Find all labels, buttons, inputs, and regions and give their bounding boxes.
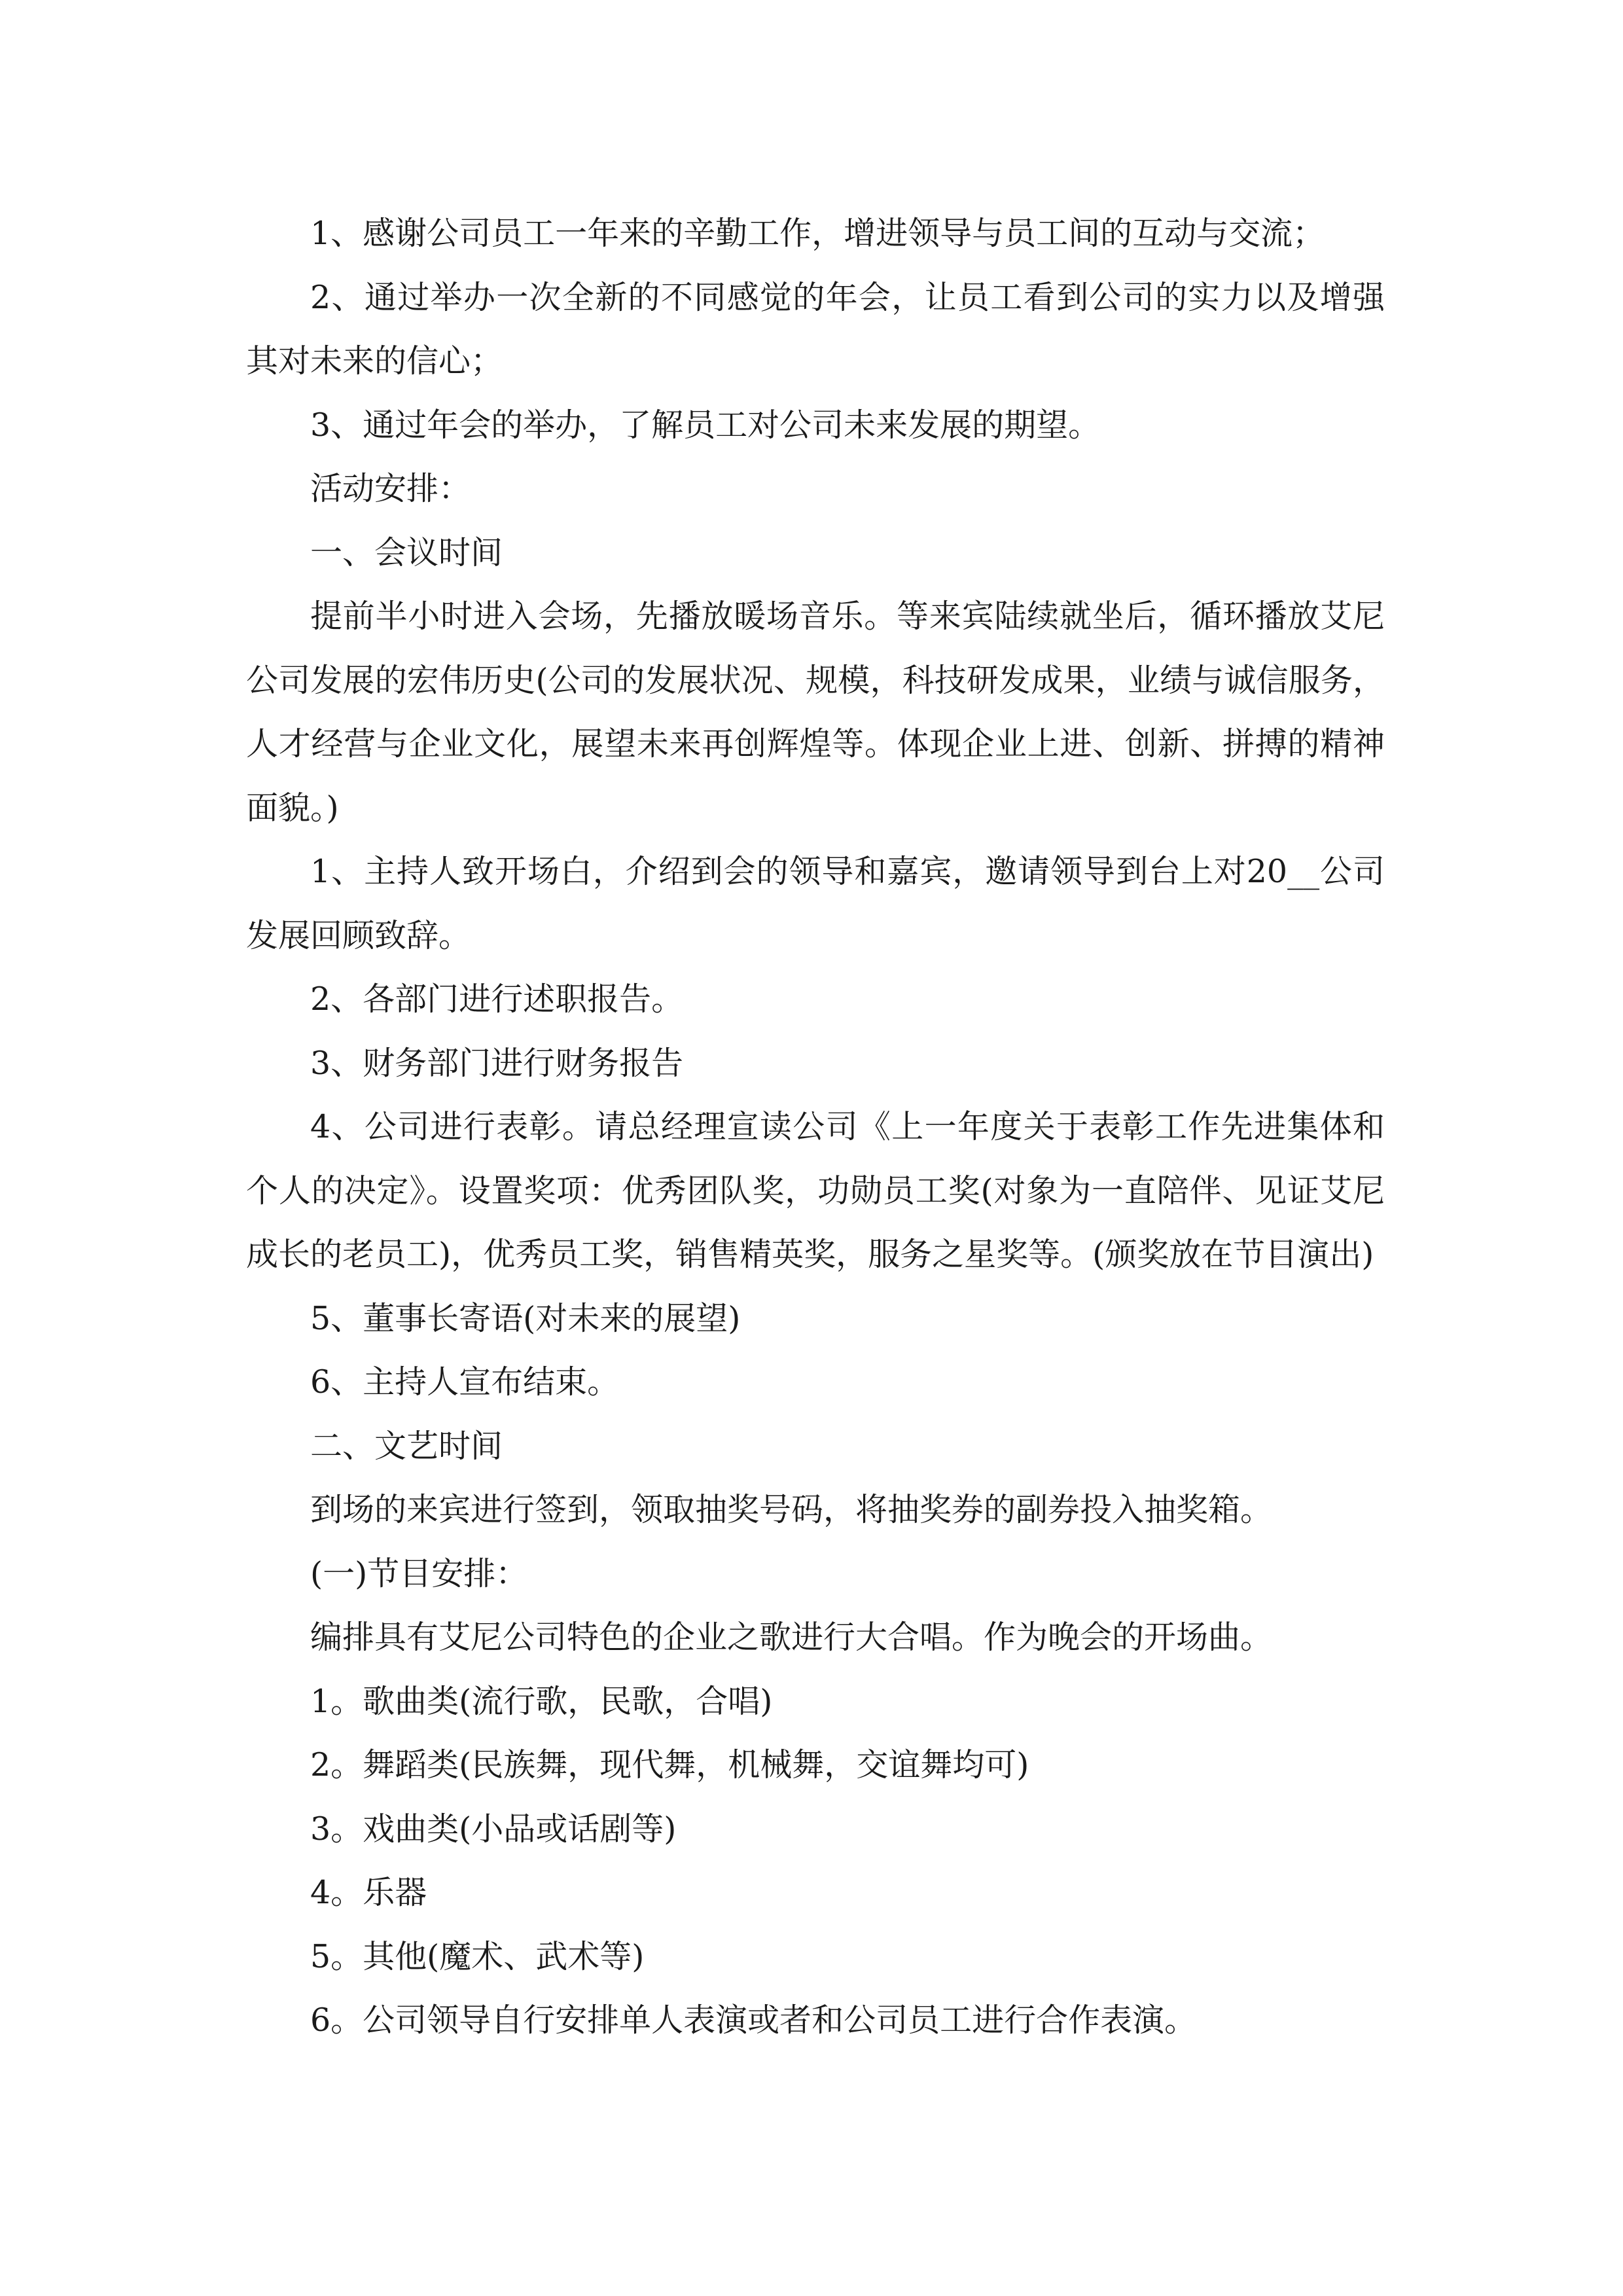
section-heading-art: 二、文艺时间 [310, 1427, 503, 1465]
paragraph-goal-1: 1、感谢公司员工一年来的辛勤工作，增进领导与员工间的互动与交流； [310, 215, 1325, 252]
paragraph-meeting-item-5: 5、董事长寄语(对未来的展望) [310, 1299, 741, 1337]
paragraph-goal-3: 3、通过年会的举办，了解员工对公司未来发展的期望。 [310, 406, 1101, 444]
section-heading-meeting: 一、会议时间 [310, 533, 503, 571]
paragraph-program-item-4: 4。乐器 [310, 1874, 427, 1911]
paragraph-goal-2: 2、通过举办一次全新的不同感觉的年会，让员工看到公司的实力以及增强其对未来的信心； [246, 278, 1385, 380]
paragraph-program-item-5: 5。其他(魔术、武术等) [310, 1937, 645, 1975]
paragraph-program-item-1: 1。歌曲类(流行歌，民歌，合唱) [310, 1682, 773, 1720]
paragraph-meeting-item-1: 1、主持人致开场白，介绍到会的领导和嘉宾，邀请领导到台上对20__公司发展回顾致辞。 [246, 853, 1385, 954]
paragraph-meeting-intro: 提前半小时进入会场，先播放暖场音乐。等来宾陆续就坐后，循环播放艾尼公司发展的宏伟历史(公司的发展状况、规模，科技研发成果，业绩与诚信服务，人才经营与企业文化，展望未来再创辉煌等。体现企业上进、创新、拼搏的精神面貌。) [246, 598, 1385, 827]
paragraph-art-intro: 到场的来宾进行签到，领取抽奖号码，将抽奖券的副券投入抽奖箱。 [310, 1491, 1273, 1528]
paragraph-program-item-2: 2。舞蹈类(民族舞，现代舞，机械舞，交谊舞均可) [310, 1746, 1029, 1784]
paragraph-meeting-item-2: 2、各部门进行述职报告。 [310, 980, 684, 1018]
paragraph-meeting-item-6: 6、主持人宣布结束。 [310, 1363, 620, 1401]
paragraph-program-item-6: 6。公司领导自行安排单人表演或者和公司员工进行合作表演。 [310, 2001, 1197, 2039]
document-body [246, 202, 1385, 2053]
paragraph-program-intro: 编排具有艾尼公司特色的企业之歌进行大合唱。作为晚会的开场曲。 [310, 1619, 1273, 1656]
paragraph-program-item-3: 3。戏曲类(小品或话剧等) [310, 1810, 677, 1848]
paragraph-meeting-item-3: 3、财务部门进行财务报告 [310, 1044, 684, 1082]
subsection-heading-program: (一)节目安排： [310, 1554, 528, 1592]
section-heading-activity: 活动安排： [310, 470, 471, 507]
paragraph-meeting-item-4: 4、公司进行表彰。请总经理宣读公司《上一年度关于表彰工作先进集体和个人的决定》。设置奖项：优秀团队奖，功勋员工奖(对象为一直陪伴、见证艾尼成长的老员工)，优秀员工奖，销售精英奖，服务之星奖等。(颁奖放在节目演出) [246, 1108, 1385, 1273]
